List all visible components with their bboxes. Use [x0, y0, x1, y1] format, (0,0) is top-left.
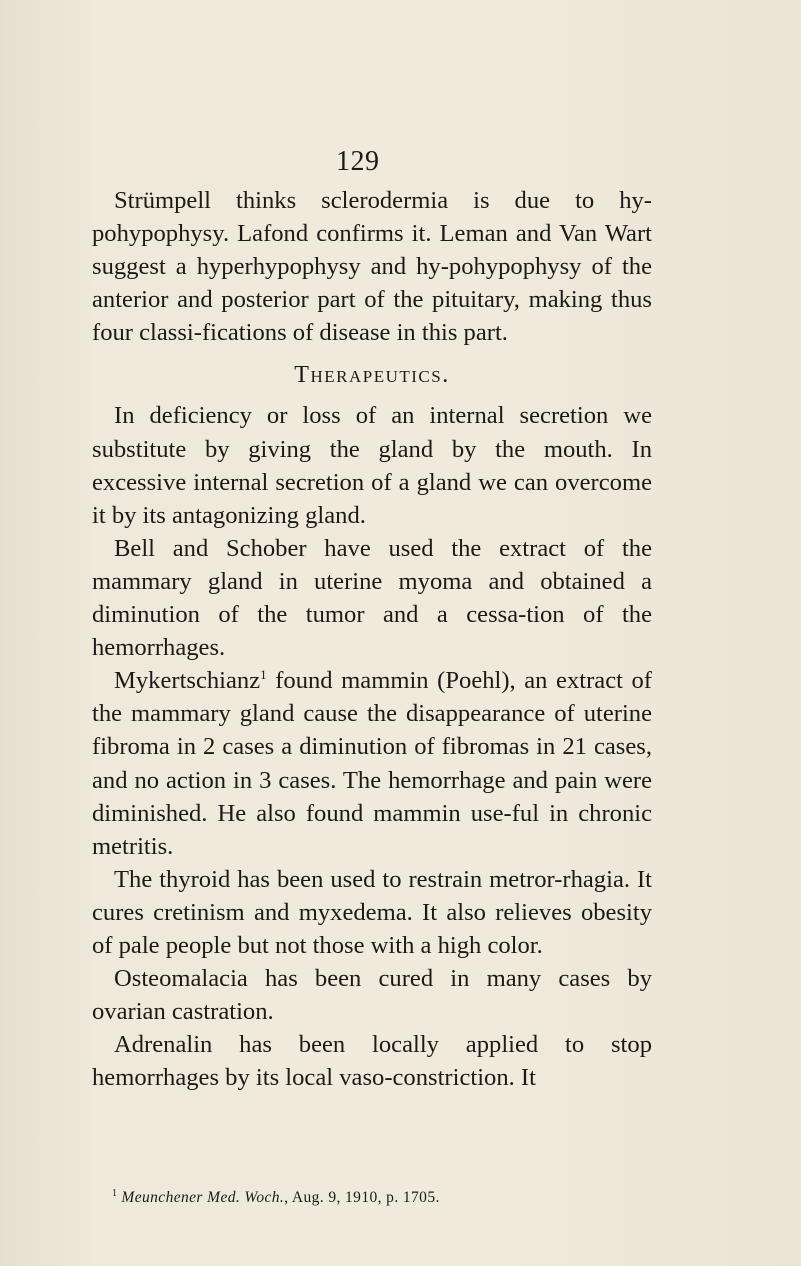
author-name: Mykertschianz — [114, 667, 261, 695]
footnote-journal: Meunchener Med. Woch. — [121, 1189, 285, 1206]
paragraph-bell-schober: Bell and Schober have used the extract of the mammary gland in uterine myoma and obtained a diminution of the tumor and a cessa-tion of the hemorrhages. — [92, 534, 652, 662]
footnote — [112, 1188, 440, 1207]
footnote-mark: 1 — [112, 1188, 118, 1199]
footnote-details: , Aug. 9, 1910, p. 1705. — [284, 1189, 440, 1206]
paragraph-mykertschianz — [92, 664, 652, 863]
body-text — [92, 184, 652, 1094]
section-heading: Therapeutics. — [294, 362, 450, 389]
paragraph-osteomalacia: Osteomalacia has been cured in many cases by ovarian castration. — [92, 965, 652, 1026]
page-number: 129 — [336, 146, 380, 177]
paragraph-adrenalin: Adrenalin has been locally applied to stop hemorrhages by its local vaso-constriction. It — [92, 1031, 652, 1092]
footnote-reference: 1 — [260, 667, 267, 683]
paragraph-mykertschianz-text: found mammin (Poehl), an extract of the mammary gland cause the disappearance of uterine fibroma in 2 cases a diminution of fibromas in 21 cases, and no action in 3 cases. The hemorrhage and pain were diminished. He also found mammin use-ful in chronic metritis. — [92, 667, 652, 860]
intro-paragraph: Strümpell thinks sclerodermia is due to hy-pohypophysy. Lafond confirms it. Leman and Van Wart suggest a hyperhypophysy and hy-pohypophysy of the anterior and posterior part of the pituitary, making thus four classi-fications of disease in this part. — [92, 187, 652, 347]
paragraph-deficiency: In deficiency or loss of an internal secretion we substitute by giving the gland by the mouth. In excessive internal secretion of a gland we can overcome it by its antagonizing gland. — [92, 402, 652, 529]
paragraph-thyroid: The thyroid has been used to restrain metror-rhagia. It cures cretinism and myxedema. It also relieves obesity of pale people but not those with a high color. — [92, 865, 652, 959]
